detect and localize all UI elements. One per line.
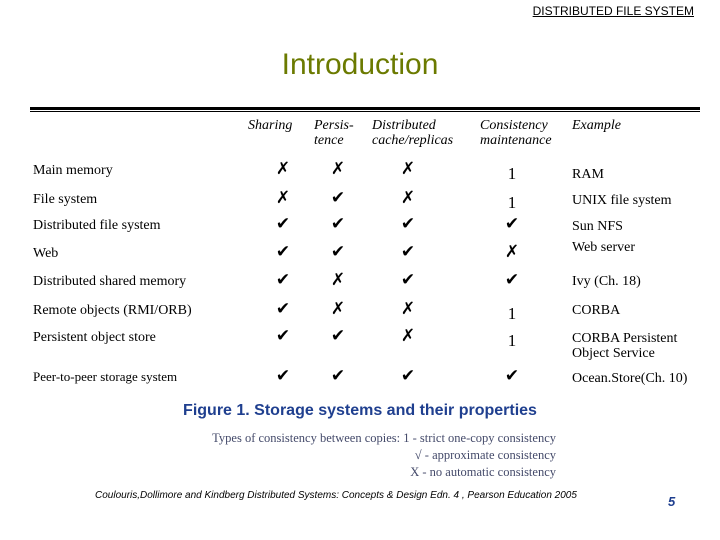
cell-consistency: ✔: [504, 366, 520, 385]
col-header-persistence-line1: Persis-: [314, 118, 354, 133]
row-example-line: Sun NFS: [572, 219, 623, 234]
col-header-example: [572, 118, 621, 133]
row-label: Distributed file system: [33, 218, 161, 233]
consistency-legend: [212, 430, 556, 481]
row-example: [572, 371, 687, 386]
col-header-persistence-line2: tence: [314, 133, 344, 148]
row-example: [572, 193, 672, 208]
col-header-sharing-text: Sharing: [248, 118, 293, 133]
cell-distributed: ✗: [400, 188, 416, 207]
cell-distributed: ✗: [400, 326, 416, 345]
cell-persistence: ✗: [330, 299, 346, 318]
row-label: Web: [33, 246, 59, 261]
cell-persistence: ✔: [330, 242, 346, 261]
col-header-consistency-line1: Consistency: [480, 118, 548, 133]
cell-sharing: ✗: [275, 188, 291, 207]
cell-persistence: ✗: [330, 159, 346, 178]
row-example: [572, 219, 623, 234]
cell-consistency: ✔: [504, 214, 520, 233]
col-header-distributed: [372, 118, 453, 148]
table-top-rule: [30, 107, 700, 110]
cell-distributed: ✔: [400, 214, 416, 233]
cell-persistence: ✔: [330, 188, 346, 207]
cell-sharing: ✔: [275, 214, 291, 233]
row-example-line: Ocean.Store(Ch. 10): [572, 371, 688, 386]
cell-distributed: ✔: [400, 366, 416, 385]
table-top-rule-thin: [30, 111, 700, 112]
row-label: Peer-to-peer storage system: [33, 369, 178, 384]
cell-sharing: ✔: [275, 326, 291, 345]
cell-consistency: 1: [507, 193, 517, 212]
col-header-persistence: [314, 118, 354, 148]
row-example: [572, 240, 635, 255]
figure-caption: Figure 1. Storage systems and their properties: [183, 402, 537, 419]
cell-sharing: ✔: [275, 299, 291, 318]
citation-footer: Coulouris,Dollimore and Kindberg Distributed Systems: Concepts & Design Edn. 4 , Pearson Education 2005: [95, 490, 577, 501]
col-header-distributed-line2: cache/replicas: [372, 133, 454, 148]
cell-distributed: ✗: [400, 159, 416, 178]
cell-persistence: ✔: [330, 366, 346, 385]
row-example-line: RAM: [572, 167, 604, 182]
row-label: Distributed shared memory: [33, 274, 187, 289]
cell-persistence: ✗: [330, 270, 346, 289]
row-label: Main memory: [33, 163, 113, 178]
row-example: [572, 274, 641, 289]
cell-distributed: ✗: [400, 299, 416, 318]
row-example-line: Ivy (Ch. 18): [572, 274, 641, 289]
legend-line-approximate: √ - approximate consistency: [414, 448, 556, 462]
cell-distributed: ✔: [400, 270, 416, 289]
row-example-line: UNIX file system: [572, 193, 672, 208]
legend-line-none: X - no automatic consistency: [410, 465, 556, 479]
row-label: File system: [33, 192, 98, 207]
col-header-example-text: Example: [572, 118, 621, 133]
cell-consistency: 1: [507, 331, 517, 350]
row-label: Persistent object store: [33, 330, 156, 345]
row-example: [572, 331, 677, 361]
row-example-line: Web server: [572, 240, 636, 255]
cell-sharing: ✔: [275, 270, 291, 289]
cell-consistency: ✔: [504, 270, 520, 289]
row-example: [572, 167, 604, 182]
cell-persistence: ✔: [330, 326, 346, 345]
page-number: 5: [668, 494, 676, 509]
cell-persistence: ✔: [330, 214, 346, 233]
row-example-line: Object Service: [572, 346, 655, 361]
cell-sharing: ✗: [275, 159, 291, 178]
row-label: Remote objects (RMI/ORB): [33, 303, 192, 318]
cell-consistency: 1: [507, 304, 517, 323]
legend-line-strict: Types of consistency between copies: 1 - strict one-copy consistency: [212, 431, 556, 445]
col-header-sharing: [248, 118, 292, 133]
col-header-consistency: [480, 118, 552, 148]
cell-sharing: ✔: [275, 366, 291, 385]
slide-header: DISTRIBUTED FILE SYSTEM: [532, 4, 694, 18]
row-example: [572, 303, 620, 318]
row-example-line: CORBA: [572, 303, 621, 318]
cell-consistency: ✗: [504, 242, 520, 261]
row-example-line: CORBA Persistent: [572, 331, 678, 346]
slide-title: Introduction: [281, 48, 439, 81]
col-header-distributed-line1: Distributed: [372, 118, 436, 133]
cell-distributed: ✔: [400, 242, 416, 261]
col-header-consistency-line2: maintenance: [480, 133, 552, 148]
cell-sharing: ✔: [275, 242, 291, 261]
cell-consistency: 1: [507, 164, 517, 183]
